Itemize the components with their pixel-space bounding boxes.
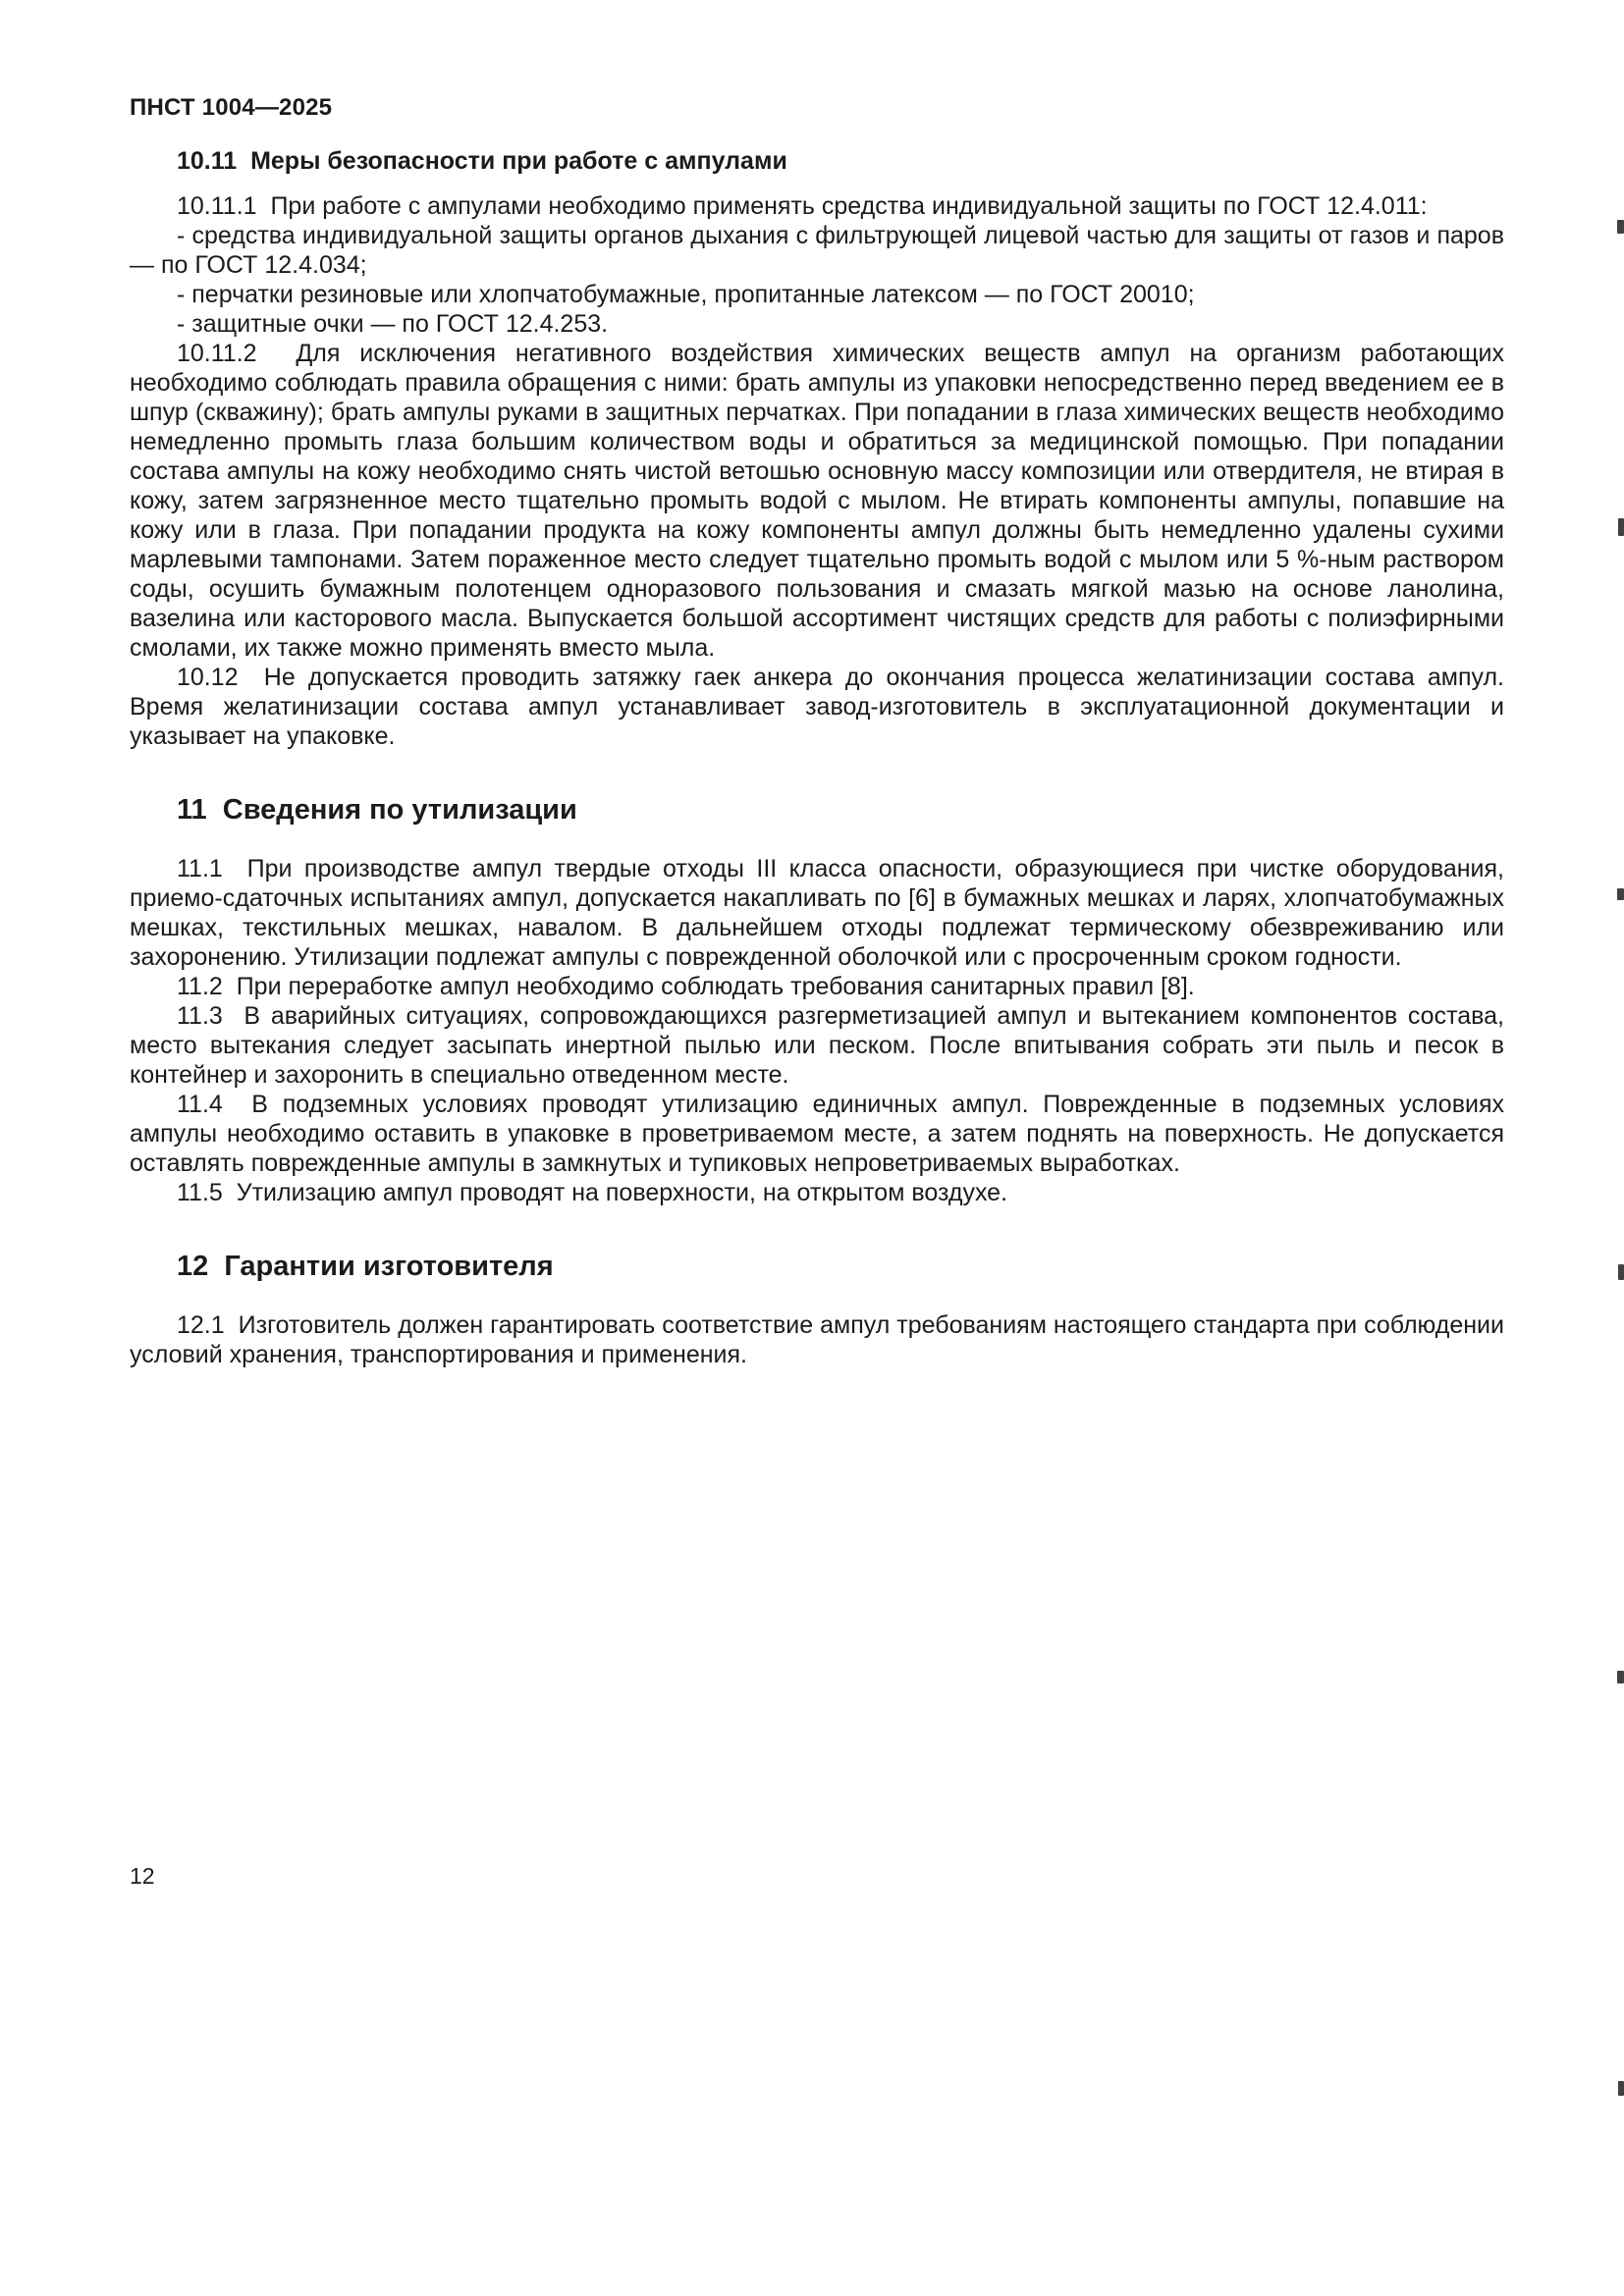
list-item-goggles: - защитные очки — по ГОСТ 12.4.253. [177,310,609,338]
paragraph-10-11-2: 10.11.2 Для исключения негативного воздействия химических веществ ампул на организм работающих необходимо соблюдать правила обращения с ними: брать ампулы из упаковки непосредственно перед введением ее в шпур (скважину); брать ампулы руками в защитных перчатках. При попадании в глаза химических веществ необходимо немедленно промыть глаза большим количеством воды и обратиться за медицинской помощью. При попадании состава ампулы на кожу необходимо снять чистой ветошью основную массу композиции или отвердителя, не втирая в кожу, затем загрязненное место тщательно промыть водой с мылом. Не втирать компоненты ампулы, попавшие на кожу или в глаза. При попадании продукта на кожу компоненты ампул должны быть немедленно удалены сухими марлевыми тампонами. Затем пораженное место следует тщательно промыть водой с мылом или 5 %-ным раствором соды, осушить бумажным полотенцем одноразового пользования и смазать мягкой мазью на основе ланолина, вазелина или касторового масла. Выпускается большой ассортимент чистящих средств для работы с полиэфирными смолами, их также можно применять вместо мыла. [130,340,1511,662]
paragraph-11-5: 11.5 Утилизацию ампул проводят на поверхности, на открытом воздухе. [177,1179,1008,1206]
running-header [130,94,332,122]
scan-artifact [1618,1264,1624,1280]
page-content [130,147,1511,1369]
standard-designation: ПНСТ 1004—2025 [130,94,333,121]
section-11-heading: 11 Сведения по утилизации [177,794,577,826]
paragraph-10-12: 10.12 Не допускается проводить затяжку гаек анкера до окончания процесса желатинизации состава ампул. Время желатинизации состава ампул устанавливает завод-изготовитель в эксплуатационной документации и указывает на упаковке. [130,664,1511,750]
paragraph-10-11-1: 10.11.1 При работе с ампулами необходимо применять средства индивидуальной защиты по ГОСТ 12.4.011: [177,192,1428,220]
paragraph-11-3: 11.3 В аварийных ситуациях, сопровождающихся разгерметизацией ампул и вытеканием компонентов состава, место вытекания следует засыпать инертной пылью или песком. После впитывания собрать эти пыль и песок в контейнер и захоронить в специально отведенном месте. [130,1002,1511,1089]
scan-artifact [1618,2081,1624,2096]
paragraph-11-2: 11.2 При переработке ампул необходимо соблюдать требования санитарных правил [8]. [177,973,1195,1000]
subsection-10-11-heading: 10.11 Меры безопасности при работе с ампулами [177,147,787,175]
list-item-respiratory-protection: - средства индивидуальной защиты органов дыхания с фильтрующей лицевой частью для защиты от газов и паров — по ГОСТ 12.4.034; [130,222,1511,279]
scan-artifact [1618,518,1624,536]
paragraph-11-1: 11.1 При производстве ампул твердые отходы III класса опасности, образующиеся при чистке оборудования, приемо-сдаточных испытаниях ампул, допускается накапливать по [6] в бумажных мешках и ларях, хлопчатобумажных мешках, текстильных мешках, навалом. В дальнейшем отходы подлежат термическому обезвреживанию или захоронению. Утилизации подлежат ампулы с поврежденной оболочкой или с просроченным сроком годности. [130,855,1511,971]
section-12-heading: 12 Гарантии изготовителя [177,1251,554,1282]
scan-artifact [1617,888,1624,900]
paragraph-11-4: 11.4 В подземных условиях проводят утилизацию единичных ампул. Поврежденные в подземных условиях ампулы необходимо оставить в упаковке в проветриваемом месте, а затем поднять на поверхность. Не допускается оставлять поврежденные ампулы в замкнутых и тупиковых непроветриваемых выработках. [130,1091,1511,1177]
paragraph-12-1: 12.1 Изготовитель должен гарантировать соответствие ампул требованиям настоящего стандарта при соблюдении условий хранения, транспортирования и применения. [130,1311,1511,1368]
page-number: 12 [130,1863,155,1889]
list-item-gloves: - перчатки резиновые или хлопчатобумажные, пропитанные латексом — по ГОСТ 20010; [177,281,1195,308]
scan-artifact [1617,1671,1624,1683]
scan-artifact [1617,220,1624,234]
